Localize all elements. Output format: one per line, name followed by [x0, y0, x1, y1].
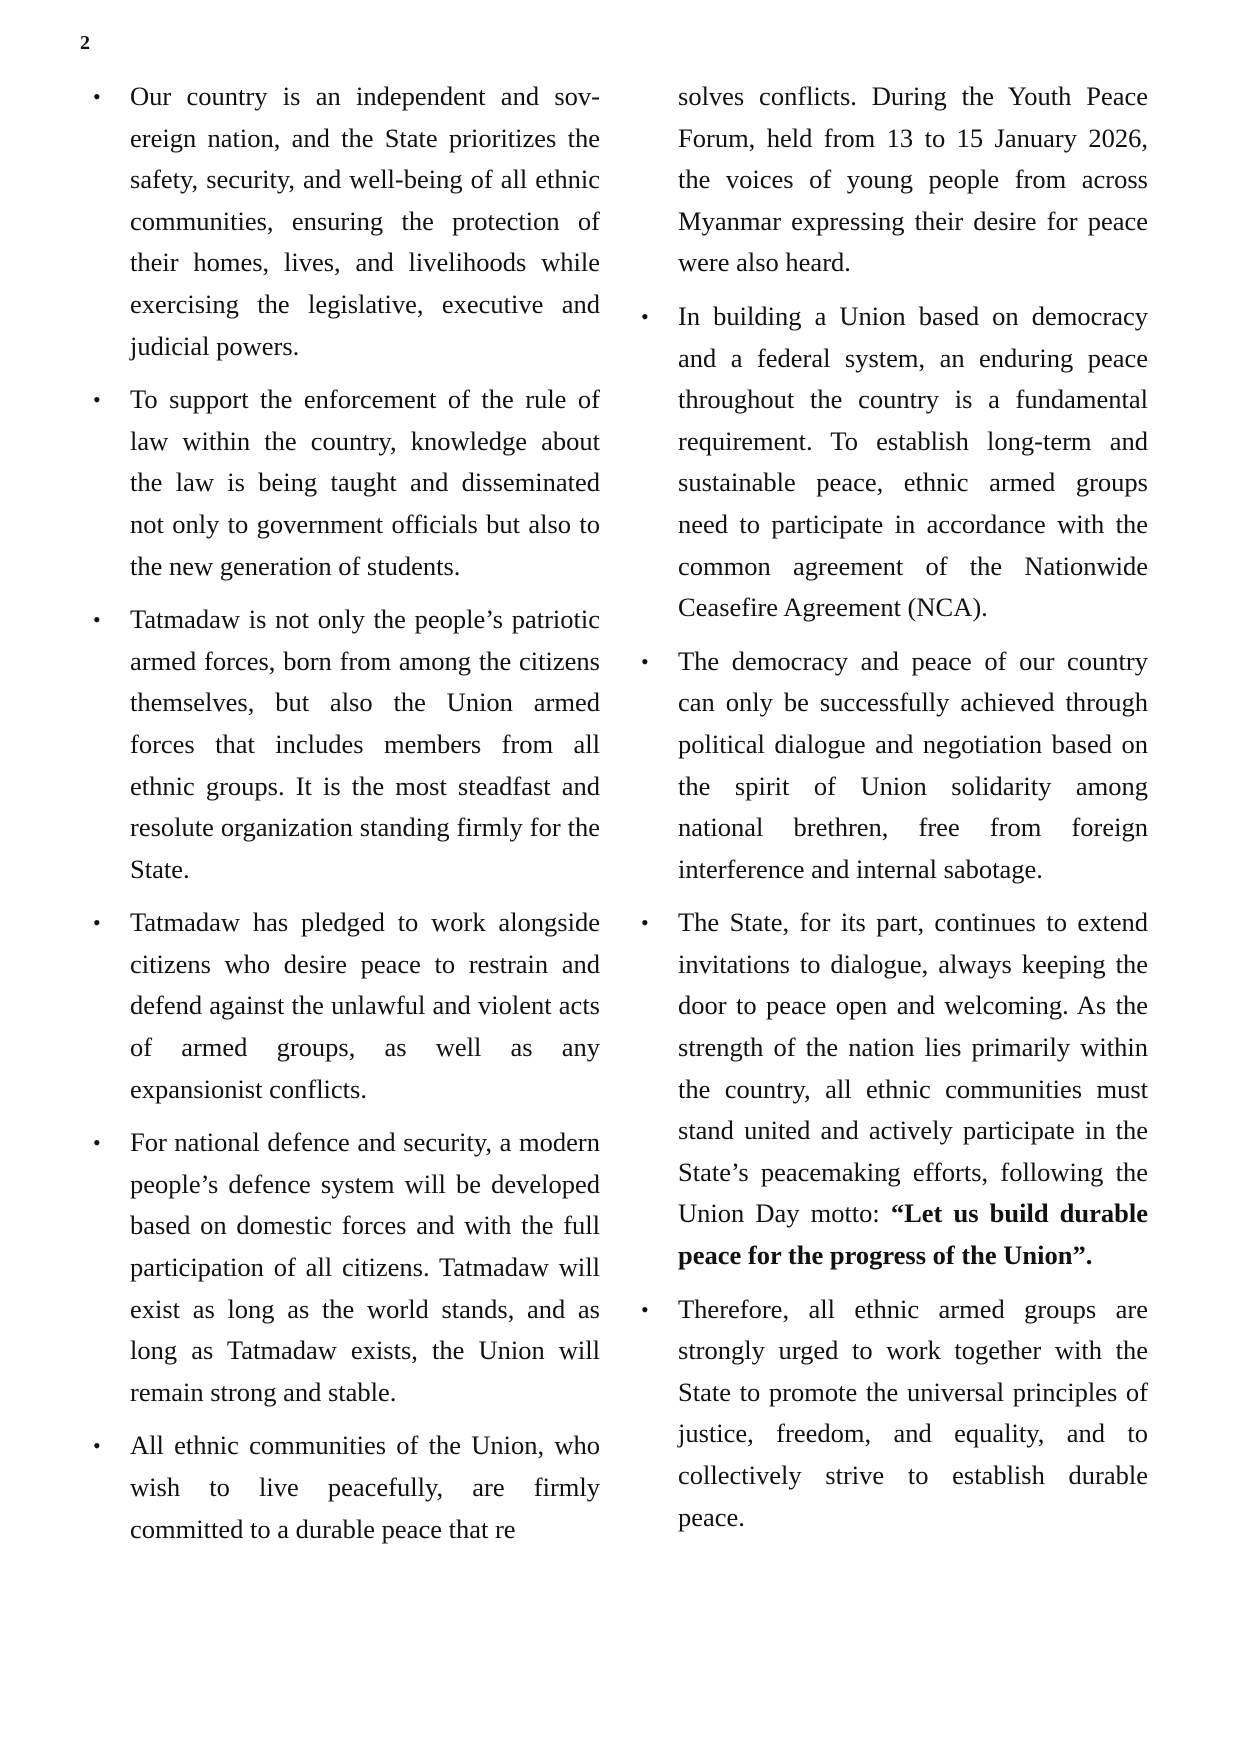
bullet-text: In building a Union based on democracy and a federal system, an enduring peace throughout the country is a fundamental requirement. To establish long-term and sustainable peace, ethnic armed groups need to participate in accordance with the common agreement of the Nationwide Ceasefire Agreement (NCA).	[678, 300, 1148, 623]
bullet-text: The State, for its part, continues to extend invitations to dialogue, always keeping the door to peace open and welcoming. As the strength of the nation lies primarily within the country, all ethnic communities must stand united and actively participate in the State’s peacemaking efforts, following the Union Day motto:	[678, 907, 1148, 1229]
bullet-icon: •	[641, 648, 649, 674]
continued-paragraph	[678, 76, 1148, 284]
bullet-text: Therefore, all ethnic armed groups are strongly urged to work together with the State to promote the universal principles of justice, freedom, and equality, and to collectively strive to establish durable peace.	[678, 1293, 1148, 1532]
bullet-item	[93, 599, 600, 890]
bullet-item	[93, 1122, 600, 1413]
bullet-text: For national defence and security, a modern people’s defence system will be developed based on domestic forces and with the full participation of all citizens. Tatmadaw will exist as long as the world stands, and as long as Tatmadaw exists, the Union will remain strong and stable.	[130, 1127, 600, 1407]
bullet-icon: •	[93, 1130, 101, 1156]
left-column	[93, 76, 600, 1562]
bullet-icon: •	[93, 84, 101, 109]
bullet-item	[641, 296, 1148, 629]
union-day-motto: “Let us build durable peace for the progress of the Union”.	[678, 1198, 1148, 1271]
bullet-text: Tatmadaw is not only the people’s patriotic armed forces, born from among the citizens themselves, but also the Union armed forces that includes members from all ethnic groups. It is the most steadfast and resolute organization standing firmly for the State.	[130, 604, 600, 884]
page-number: 2	[80, 32, 90, 54]
bullet-item	[93, 1425, 600, 1550]
bullet-item	[93, 379, 600, 587]
bullet-item	[641, 641, 1148, 891]
bullet-icon: •	[93, 607, 101, 633]
bullet-text: Our country is an independent and sovereign nation, and the State prioritizes the safety, security, and well-being of all ethnic communities, ensuring the protection of their homes, lives, and livelihoods while exercising the legislative, executive and judicial powers.	[130, 81, 600, 361]
bullet-item	[93, 76, 600, 367]
bullet-icon: •	[641, 1296, 649, 1322]
bullet-item	[93, 902, 600, 1110]
bullet-text: To support the enforcement of the rule of law within the country, knowledge about the law is being taught and disseminated not only to government officials but also to the new generation of students.	[130, 384, 600, 581]
bullet-text: All ethnic communities of the Union, who wish to live peacefully, are firmly committed to a durable peace that re	[130, 1430, 600, 1544]
bullet-item	[641, 1289, 1148, 1539]
bullet-icon: •	[93, 910, 101, 936]
bullet-icon: •	[93, 1433, 101, 1459]
bullet-item	[641, 902, 1148, 1276]
bullet-icon: •	[93, 387, 101, 413]
bullet-text: Tatmadaw has pledged to work alongside citizens who desire peace to restrain and defend against the unlawful and violent acts of armed groups, as well as any expansionist conflicts.	[130, 907, 600, 1104]
right-column	[641, 76, 1148, 1550]
bullet-icon: •	[641, 303, 649, 329]
bullet-text: solves conflicts. During the Youth Peace Forum, held from 13 to 15 January 2026, the voices of young people from across Myanmar expressing their desire for peace were also heard.	[678, 81, 1148, 278]
bullet-text: The democracy and peace of our country can only be successfully achieved through political dialogue and negotiation based on the spirit of Union solidarity among national brethren, free from foreign interference and internal sabotage.	[678, 645, 1148, 884]
bullet-icon: •	[641, 910, 649, 936]
